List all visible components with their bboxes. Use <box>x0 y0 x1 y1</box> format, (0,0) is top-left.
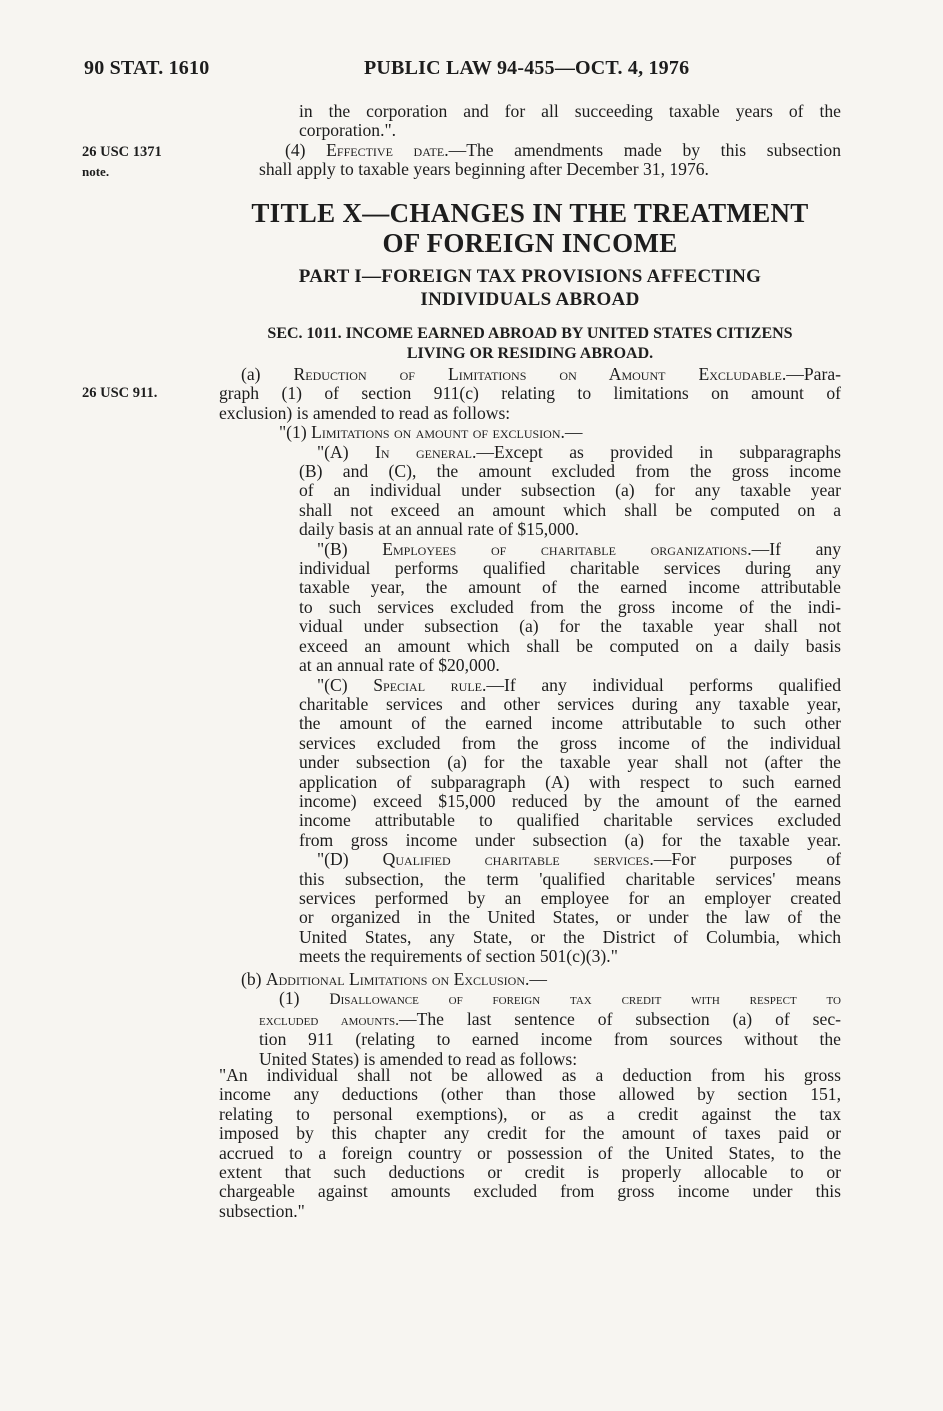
paragraph-number: (4) <box>285 139 306 160</box>
margin-note-usc-911 <box>82 384 157 403</box>
title-heading <box>219 198 841 258</box>
text-line: chargeable against amounts excluded from gross income under this <box>219 1181 841 1202</box>
subsection-label: (a) <box>241 364 261 384</box>
text-line: application of subparagraph (A) with respect to such earned <box>299 771 841 792</box>
subparagraph-c-first-line <box>219 676 841 695</box>
subparagraph-heading: Qualified charitable services. <box>382 849 654 870</box>
text-line: imposed by this chapter any credit for the amount of taxes paid or <box>219 1123 841 1144</box>
text-line: vidual under subsection (a) for the taxable year shall not <box>299 616 841 637</box>
text-line: at an annual rate of $20,000. <box>299 655 500 676</box>
subparagraph-label: "(D) <box>317 849 349 870</box>
text-line: accrued to a foreign country or possession of the United States, to the <box>219 1142 841 1163</box>
text-line: income attributable to qualified charitable services excluded <box>299 810 841 831</box>
paragraph-heading: Disallowance of foreign tax credit with respect to <box>329 991 841 1009</box>
subparagraph-d-first-line <box>219 850 841 869</box>
margin-note-label: note. <box>82 164 110 179</box>
text-line: income any deductions (other than those allowed by section 151, <box>219 1084 841 1105</box>
text-line: shall apply to taxable years beginning after December 31, 1976. <box>259 159 709 180</box>
text-fragment: — <box>529 969 547 989</box>
text-line: daily basis at an annual rate of $15,000. <box>299 519 579 540</box>
text-line: the amount of the earned income attributable to such other <box>299 713 841 734</box>
text-fragment: —If any individual performs qualified <box>486 674 841 695</box>
section-line: LIVING OR RESIDING ABROAD. <box>406 344 654 362</box>
margin-note-citation: 26 USC 911. <box>82 385 158 401</box>
text-fragment: —For purposes of <box>653 849 841 870</box>
subparagraph-heading: Special rule. <box>373 674 487 695</box>
subsection-label: (b) <box>241 969 262 989</box>
paragraph-label: (1) <box>279 988 300 1009</box>
subparagraph-b-first-line <box>219 540 841 559</box>
text-line: in the corporation and for all succeeding taxable years of the <box>299 101 841 121</box>
text-fragment: —Except as provided in subparagraphs <box>476 441 841 462</box>
text-fragment: —Para- <box>786 364 841 384</box>
text-fragment: —If any <box>751 538 841 559</box>
paragraph-1-heading-line <box>219 423 841 442</box>
paragraph-heading: excluded amounts. <box>259 1011 400 1029</box>
text-line: of an individual under subsection (a) for any taxable year <box>299 480 841 501</box>
text-line: subsection." <box>219 1200 305 1221</box>
quoted-amendment <box>219 1066 841 1221</box>
text-line: graph (1) of section 911(c) relating to limitations on amount of <box>219 383 841 404</box>
text-line: United States) is amended to read as follows: <box>259 1048 578 1069</box>
text-line: meets the requirements of section 501(c)(3)." <box>299 946 618 967</box>
margin-note-usc-1371 <box>82 143 162 182</box>
text-line: shall not exceed an amount which shall be computed on a <box>299 499 841 520</box>
part-line: PART I—FOREIGN TAX PROVISIONS AFFECTING <box>298 266 762 287</box>
text-line: individual performs qualified charitable services during any <box>299 558 841 579</box>
title-line: TITLE X—CHANGES IN THE TREATMENT <box>251 198 809 228</box>
subsection-a-heading-line <box>219 365 841 384</box>
public-law-reference: PUBLIC LAW 94-455—OCT. 4, 1976 <box>364 57 690 79</box>
text-line: services excluded from the gross income of the individual <box>299 732 841 753</box>
subparagraph-a-first-line <box>219 443 841 462</box>
stat-page-reference: 90 STAT. 1610 <box>84 57 210 79</box>
running-head <box>84 57 841 83</box>
text-line: this subsection, the term 'qualified charitable services' means <box>299 868 841 889</box>
text-fragment: — <box>564 422 583 443</box>
section-line: SEC. 1011. INCOME EARNED ABROAD BY UNITED STATES CITIZENS <box>267 325 793 342</box>
text-line: or organized in the United States, or under the law of the <box>299 907 841 928</box>
paragraph-heading: Limitations on amount of exclusion. <box>311 422 565 443</box>
effective-date-line <box>219 141 841 160</box>
subsection-b <box>219 970 841 1069</box>
subparagraph-label: "(B) <box>317 538 348 559</box>
part-heading <box>219 265 841 311</box>
subsection-heading: Additional Limitations on Exclusion. <box>265 969 530 989</box>
subparagraph-label: "(C) <box>317 674 348 695</box>
paragraph-label: "(1) <box>279 422 307 443</box>
paragraph-1-heading-line <box>219 989 841 1009</box>
text-line: taxable year, the amount of the earned income attributable <box>299 577 841 598</box>
text-fragment: —The amendments made by this subsection <box>448 139 842 160</box>
text-line: exceed an amount which shall be computed on a daily basis <box>299 635 841 656</box>
paragraph-heading: Effective date. <box>326 139 449 160</box>
text-line: United States, any State, or the District of Columbia, which <box>299 926 841 947</box>
text-line: (B) and (C), the amount excluded from the gross income <box>299 461 841 482</box>
subparagraph-heading: Employees of charitable organizations. <box>382 538 752 559</box>
text-line: to such services excluded from the gross income of the indi- <box>299 596 841 617</box>
subparagraph-heading: In general. <box>375 441 477 462</box>
text-line: tion 911 (relating to earned income from sources without the <box>259 1029 841 1050</box>
text-fragment: —The last sentence of subsection (a) of sec- <box>399 1008 841 1029</box>
subparagraph-label: "(A) <box>317 441 349 462</box>
text-line: extent that such deductions or credit is properly allocable to or <box>219 1162 841 1183</box>
text-line: from gross income under subsection (a) for the taxable year. <box>299 829 841 850</box>
subsection-b-heading-line <box>219 970 841 989</box>
text-line: corporation.". <box>299 120 397 141</box>
paragraph-1-second-line <box>219 1010 841 1030</box>
text-line: charitable services and other services during any taxable year, <box>299 693 841 714</box>
text-line: relating to personal exemptions), or as a credit against the tax <box>219 1103 841 1124</box>
intro-paragraph <box>219 102 841 180</box>
text-line: exclusion) is amended to read as follows: <box>219 402 511 423</box>
text-line: "An individual shall not be allowed as a deduction from his gross <box>219 1065 841 1085</box>
part-line: INDIVIDUALS ABROAD <box>420 289 640 310</box>
subsection-heading: Reduction of Limitations on Amount Excludable. <box>293 364 787 384</box>
title-line: OF FOREIGN INCOME <box>382 228 678 258</box>
text-line: services performed by an employee for an employer created <box>299 887 841 908</box>
text-line: income) exceed $15,000 reduced by the amount of the earned <box>299 790 841 811</box>
section-heading <box>219 324 841 363</box>
subsection-a <box>219 365 841 967</box>
margin-note-citation: 26 USC 1371 <box>82 144 162 160</box>
text-line: under subsection (a) for the taxable year shall not (after the <box>299 752 841 773</box>
